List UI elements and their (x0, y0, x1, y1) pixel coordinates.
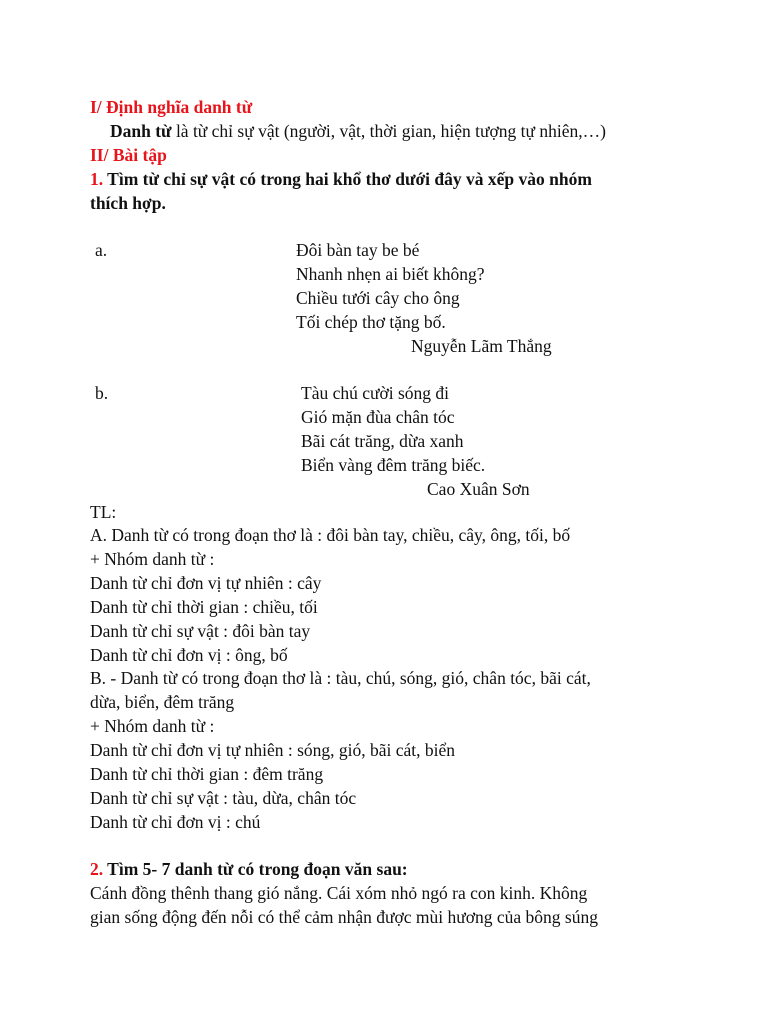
answer-a-line: A. Danh từ có trong đoạn thơ là : đôi bàn tay, chiều, cây, ông, tối, bố (90, 525, 571, 545)
section-heading-exercises: II/ Bài tập (90, 145, 167, 165)
section-heading-definition: I/ Định nghĩa danh từ (90, 97, 253, 117)
answer-a-line: Danh từ chỉ sự vật : đôi bàn tay (90, 621, 311, 641)
exercise2-prompt-text: Tìm 5- 7 danh từ có trong đoạn văn sau: (103, 859, 408, 879)
exercise2-text-line: Cánh đồng thênh thang gió nắng. Cái xóm nhỏ ngó ra con kinh. Không (90, 883, 588, 903)
answer-a-line: Danh từ chỉ thời gian : chiều, tối (90, 597, 318, 617)
poem-b-author: Cao Xuân Sơn (427, 479, 530, 499)
answer-b-line: Danh từ chỉ thời gian : đêm trăng (90, 764, 324, 784)
definition-text: là từ chỉ sự vật (người, vật, thời gian, hiện tượng tự nhiên,…) (171, 121, 606, 141)
poem-a-author: Nguyễn Lãm Thắng (411, 336, 552, 356)
answer-b-line: Danh từ chỉ đơn vị tự nhiên : sóng, gió, bãi cát, biển (90, 740, 456, 760)
poem-a-line: Nhanh nhẹn ai biết không? (296, 264, 485, 284)
exercise1-prompt-line2: thích hợp. (90, 193, 166, 213)
poem-b-label: b. (95, 383, 109, 403)
poem-b-line: Tàu chú cười sóng đi (301, 383, 450, 403)
exercise2-number: 2. (90, 859, 104, 879)
answer-b-line: + Nhóm danh từ : (90, 716, 215, 736)
answer-a-line: Danh từ chỉ đơn vị : ông, bố (90, 645, 288, 665)
answer-label: TL: (90, 502, 117, 522)
poem-a-line: Đôi bàn tay be bé (296, 240, 420, 260)
poem-a-line: Chiều tưới cây cho ông (296, 288, 460, 308)
exercise1-number: 1. (90, 169, 104, 189)
answer-b-line: dừa, biển, đêm trăng (90, 692, 235, 712)
answer-a-line: Danh từ chỉ đơn vị tự nhiên : cây (90, 573, 322, 593)
poem-a-line: Tối chép thơ tặng bố. (296, 312, 446, 332)
exercise1-prompt-line1 (90, 167, 592, 191)
answer-b-line: B. - Danh từ có trong đoạn thơ là : tàu, chú, sóng, gió, chân tóc, bãi cát, (90, 668, 591, 688)
exercise1-prompt-text: Tìm từ chỉ sự vật có trong hai khổ thơ dưới đây và xếp vào nhóm (103, 169, 592, 189)
definition-term: Danh từ (110, 121, 172, 141)
poem-b-line: Bãi cát trăng, dừa xanh (301, 431, 464, 451)
answer-b-line: Danh từ chỉ sự vật : tàu, dừa, chân tóc (90, 788, 357, 808)
poem-b-line: Gió mặn đùa chân tóc (301, 407, 455, 427)
answer-b-line: Danh từ chỉ đơn vị : chú (90, 812, 261, 832)
poem-b-line: Biển vàng đêm trăng biếc. (301, 455, 486, 475)
poem-a-label: a. (95, 240, 108, 260)
answer-a-line: + Nhóm danh từ : (90, 549, 215, 569)
exercise2-prompt (90, 857, 408, 881)
definition-paragraph (110, 119, 606, 143)
exercise2-text-line: gian sống động đến nỗi có thể cảm nhận được mùi hương của bông súng (90, 907, 598, 927)
